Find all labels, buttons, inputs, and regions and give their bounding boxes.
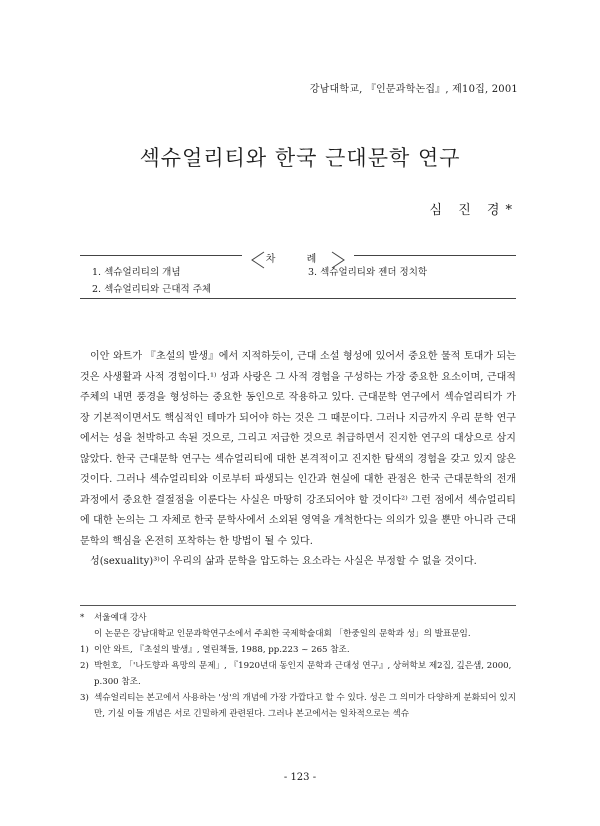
footnotes [80,610,516,722]
body-paragraph-1: 이안 와트가 『초설의 발생』에서 지적하듯이, 근대 소설 형성에 있어서 중요한 물적 토대가 되는 것은 사생활과 사적 경험이다.¹⁾ 성과 사랑은 그 사적 경험을 구성하는 가장 중요한 요소이며, 근대적 주체의 내면 풍경을 형성하는 중요한 동인으로 작용하고 있다. 근대문학 연구에서 섹슈얼리티가 가장 기본적이면서도 핵심적인 테마가 되어야 하는 것은 그 때문이다. 그러나 지금까지 우리 문학 연구에서는 성을 천박하고 속된 것으로, 그리고 저급한 것으로 취급하면서 진지한 연구의 대상으로 삼지 않았다. 한국 근대문학 연구는 섹슈얼리티에 대한 본격적이고 진지한 탐색의 경험을 갖고 있지 않은 것이다. 그러나 섹슈얼리티와 이로부터 파생되는 인간과 현실에 대한 관점은 한국 근대문학의 전개과정에서 중요한 결절점을 이룬다는 사실은 마땅히 강조되어야 할 것이다²⁾ 그런 점에서 섹슈얼리티에 대한 논의는 그 자체로 한국 문학사에서 소외된 영역을 개척한다는 의의가 있을 뿐만 아니라 근대문학의 핵심을 온전히 포착하는 한 방법이 될 수 있다. [80,351,516,547]
footnote-note [80,626,516,642]
toc-heading-text: 차 례 [265,254,331,265]
footnote-mark: 2) [80,661,89,671]
article-author: 심 진 경* [429,203,518,218]
article-title: 섹슈얼리티와 한국 근대문학 연구 [139,146,461,170]
body-paragraph-2: 성(sexuality)³⁾이 우리의 삶과 문학을 압도하는 요소라는 사실은 부정할 수 없을 것이다. [90,556,477,567]
footnote-text: 섹슈얼리티는 본고에서 사용하는 '성'의 개념에 가장 가깝다고 할 수 있다. 성은 그 의미가 다양하게 분화되어 있지만, 기실 이들 개념은 서로 긴밀하게 관련된다. 그러나 본고에서는 일차적으로는 섹슈 [94,693,517,719]
toc-item-3: 3. 섹슈얼리티와 젠더 정치학 [308,267,428,278]
journal-reference: 강남대학교, 『인문과학논집』, 제10집, 2001 [309,84,518,95]
toc-item-2: 2. 섹슈얼리티와 근대적 주체 [92,284,212,295]
toc-item-1: 1. 섹슈얼리티의 개념 [92,267,181,278]
table-of-contents [80,255,516,299]
footnote-mark: 1) [80,645,89,655]
footnote-text: 박헌호, 「'나도향과 욕망의 문제」, 『1920년대 동인지 문학과 근대성 연구』, 상허학보 제2집, 깊은샘, 2000, p.300 참조. [94,661,512,687]
footnote-3 [80,690,516,722]
chevron-left-icon [246,251,266,269]
page-number: - 123 - [283,772,317,783]
footnote-text: 이 논문은 강남대학교 인문과학연구소에서 주최한 국제학술대회 「한중일의 문학과 성」의 발표문임. [94,629,471,639]
footnote-mark: 3) [80,693,89,703]
body-text [80,347,516,573]
footnote-mark: * [80,613,85,623]
footnote-2 [80,658,516,690]
footnote-text: 이안 와트, 『초설의 발생』, 열린책들, 1988, pp.223 ~ 265 참조. [94,645,350,655]
toc-heading-wrapper [80,247,516,265]
footnote-author [80,610,516,626]
footnote-mark [80,626,94,642]
footnote-text: 서울예대 강사 [94,613,147,623]
footnote-1 [80,642,516,658]
footnote-divider [80,605,516,606]
